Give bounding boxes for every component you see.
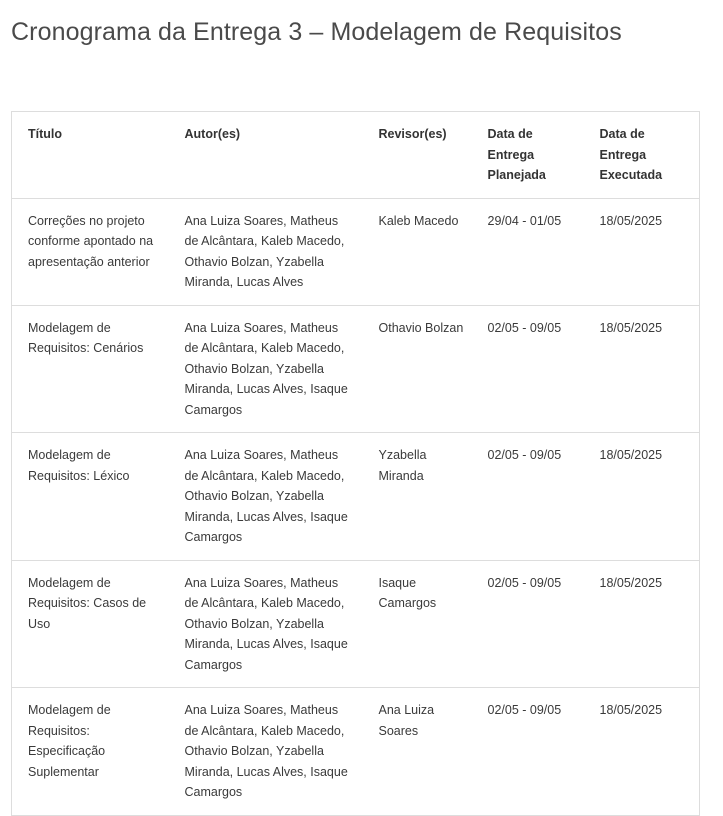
table-row (12, 688, 700, 816)
cell-revisores: Othavio Bolzan (363, 305, 472, 433)
cell-revisores: Kaleb Macedo (363, 198, 472, 305)
cell-titulo: Correções no projeto conforme apontado na apresentação anterior (12, 198, 169, 305)
cell-autores: Ana Luiza Soares, Matheus de Alcântara, Kaleb Macedo, Othavio Bolzan, Yzabella Miranda, Lucas Alves, Isaque Camargos (169, 305, 363, 433)
cell-titulo: Modelagem de Requisitos: Léxico (12, 433, 169, 561)
cell-data-executada: 18/05/2025 (584, 688, 700, 816)
column-header-data-executada: Data de Entrega Executada (584, 112, 700, 199)
cell-titulo: Modelagem de Requisitos: Cenários (12, 305, 169, 433)
cell-data-planejada: 02/05 - 09/05 (472, 688, 584, 816)
table-row (12, 560, 700, 688)
cell-data-planejada: 02/05 - 09/05 (472, 305, 584, 433)
cell-data-executada: 18/05/2025 (584, 305, 700, 433)
column-header-titulo: Título (12, 112, 169, 199)
cell-revisores: Ana Luiza Soares (363, 688, 472, 816)
cell-data-executada: 18/05/2025 (584, 198, 700, 305)
cell-autores: Ana Luiza Soares, Matheus de Alcântara, Kaleb Macedo, Othavio Bolzan, Yzabella Miranda, Lucas Alves (169, 198, 363, 305)
cell-data-planejada: 02/05 - 09/05 (472, 560, 584, 688)
cell-titulo: Modelagem de Requisitos: Especificação Suplementar (12, 688, 169, 816)
cell-revisores: Yzabella Miranda (363, 433, 472, 561)
cell-revisores: Isaque Camargos (363, 560, 472, 688)
table-row (12, 305, 700, 433)
cell-data-planejada: 29/04 - 01/05 (472, 198, 584, 305)
table-row (12, 198, 700, 305)
table-row (12, 433, 700, 561)
column-header-revisores: Revisor(es) (363, 112, 472, 199)
column-header-autores: Autor(es) (169, 112, 363, 199)
cell-autores: Ana Luiza Soares, Matheus de Alcântara, Kaleb Macedo, Othavio Bolzan, Yzabella Miranda, Lucas Alves, Isaque Camargos (169, 688, 363, 816)
schedule-table (11, 111, 700, 816)
cell-data-executada: 18/05/2025 (584, 560, 700, 688)
cell-titulo: Modelagem de Requisitos: Casos de Uso (12, 560, 169, 688)
column-header-data-planejada: Data de Entrega Planejada (472, 112, 584, 199)
cell-autores: Ana Luiza Soares, Matheus de Alcântara, Kaleb Macedo, Othavio Bolzan, Yzabella Miranda, Lucas Alves, Isaque Camargos (169, 560, 363, 688)
cell-data-executada: 18/05/2025 (584, 433, 700, 561)
table-header-row (12, 112, 700, 199)
cell-autores: Ana Luiza Soares, Matheus de Alcântara, Kaleb Macedo, Othavio Bolzan, Yzabella Miranda, Lucas Alves, Isaque Camargos (169, 433, 363, 561)
cell-data-planejada: 02/05 - 09/05 (472, 433, 584, 561)
page-title: Cronograma da Entrega 3 – Modelagem de Requisitos (11, 18, 622, 46)
